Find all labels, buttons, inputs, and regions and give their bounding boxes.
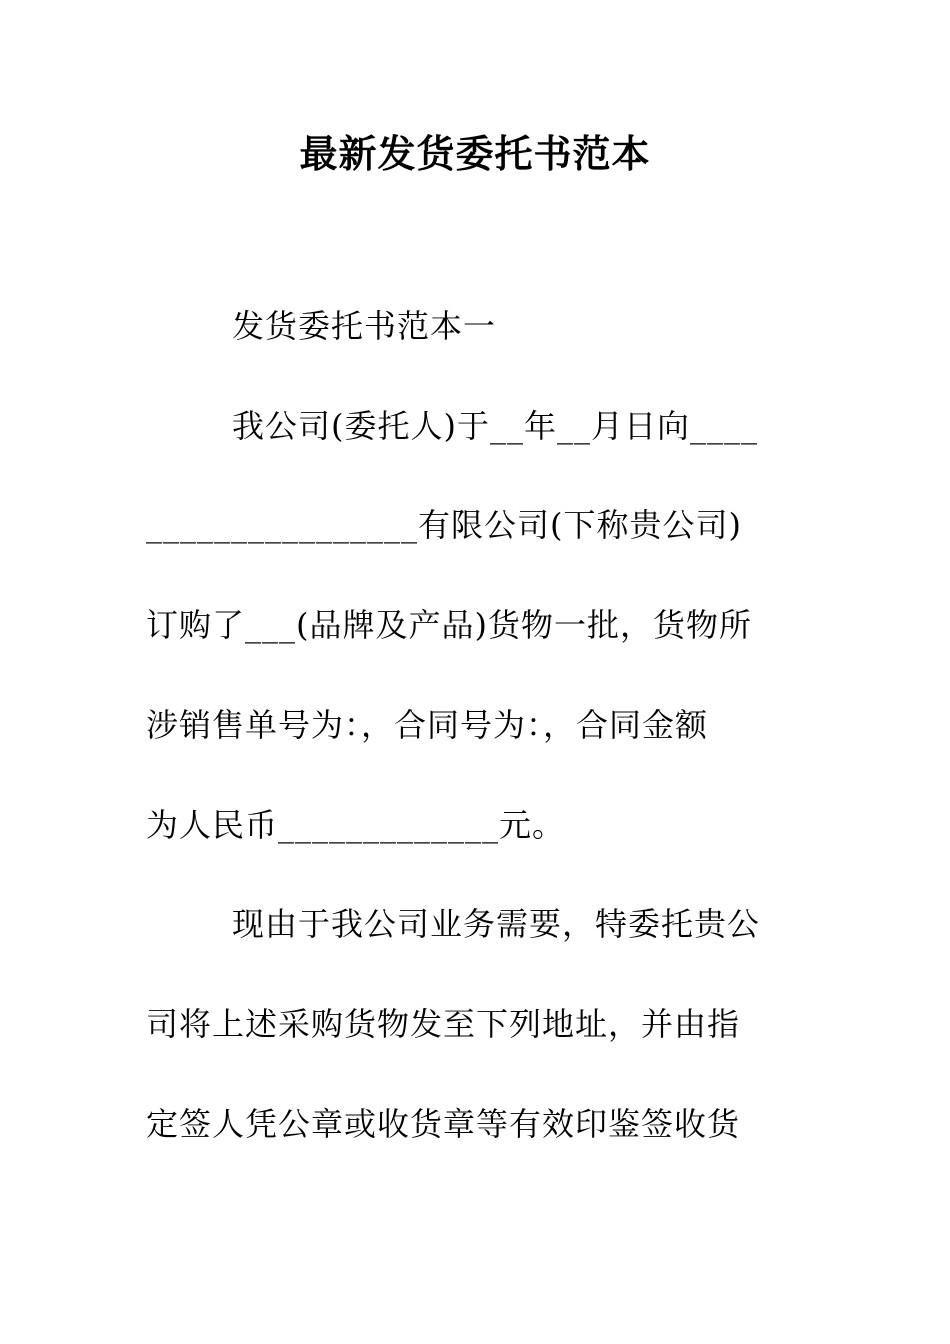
paragraph-line: 定签人凭公章或收货章等有效印鉴签收货 [146, 1105, 741, 1143]
section-heading: 发货委托书范本一 [232, 307, 497, 345]
paragraph-line: 为人民币_____________元。 [146, 806, 566, 844]
paragraph-line: 现由于我公司业务需要，特委托贵公 [232, 905, 761, 943]
document-title: 最新发货委托书范本 [299, 131, 651, 176]
paragraph-line: 订购了___(品牌及产品)货物一批，货物所 [146, 606, 752, 644]
paragraph-line: 司将上述采购货物发至下列地址，并由指 [146, 1005, 741, 1043]
paragraph-line: 涉销售单号为：，合同号为：，合同金额 [146, 706, 709, 744]
paragraph-line: 我公司(委托人)于__年__月日向____ [232, 407, 758, 445]
paragraph-line: ________________有限公司(下称贵公司) [146, 506, 742, 544]
